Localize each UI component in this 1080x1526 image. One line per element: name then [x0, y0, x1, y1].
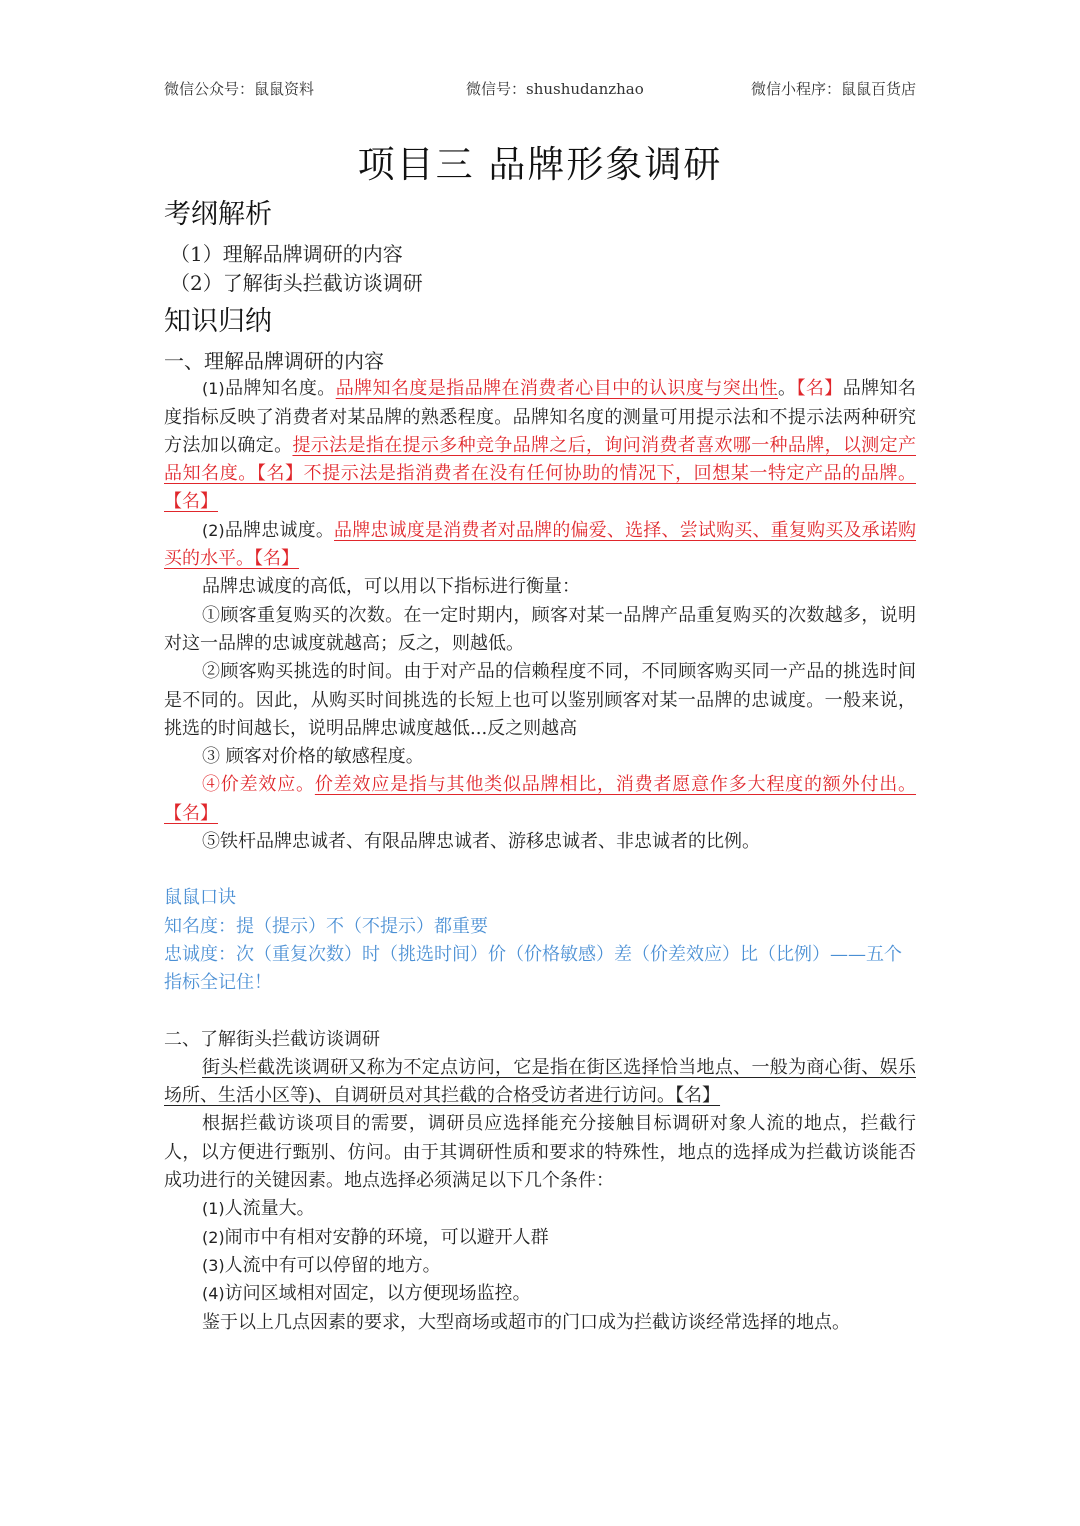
knowledge-heading: 知识归纳 — [164, 306, 272, 337]
condition-text: 访问区域相对固定，以方便现场监控。 — [224, 1283, 531, 1305]
condition-item — [164, 1252, 916, 1280]
condition-item — [164, 1280, 916, 1308]
condition-text: 闹市中有相对安静的环境，可以避开人群 — [224, 1226, 549, 1248]
item-number: (1) — [202, 379, 225, 399]
exam-item: （1）理解品牌调研的内容 — [170, 242, 403, 266]
loyalty-intro: 品牌忠诚度的高低，可以用以下指标进行衡量： — [202, 576, 580, 598]
paragraph-brand-loyalty — [164, 517, 916, 574]
definition-underline: 街头栏截洗谈调研又称为不定点访问，它是指在街区选择恰当地点、一般为商心街、娱乐场所、生活小区等)、自调研员对其拦截的合格受访者进行访问。【名】 — [164, 1056, 916, 1107]
exam-heading: 考纲解析 — [164, 199, 272, 230]
document-body — [164, 196, 916, 1337]
definition-highlight: 提示法是指在提示多种竞争品牌之后，询问消费者喜欢哪一种品牌，以测定产品知名度。【名】不提示法是指消费者在没有任何协助的情况下，回想某一特定产品的品牌。【名】 — [164, 434, 916, 513]
mnemonic-line: 忠诚度：次（重复次数）时（挑选时间）价（价格敏感）差（价差效应）比（比例）——五个指标全记住！ — [164, 943, 902, 994]
street-conclusion: 鉴于以上几点因素的要求，大型商场或超市的门口成为拦截访谈经常选择的地点。 — [202, 1311, 850, 1333]
loyalty-indicator-4 — [164, 771, 916, 828]
loyalty-indicator-2: ②顾客购买挑选的时间。由于对产品的信赖程度不同，不同顾客购买同一产品的挑选时间是不同的。因此，从购买时间挑选的长短上也可以鉴别顾客对某一品牌的忠诚度。一般来说，挑选的时间越长，说明品牌忠诚度越低...反之则越高 — [164, 661, 916, 739]
definition-highlight: 品牌知名度是指品牌在消费者心目中的认识度与突出性 — [335, 378, 778, 400]
header-mini-program: 微信小程序：鼠鼠百货店 — [750, 80, 916, 98]
item-number: (3) — [202, 1255, 225, 1275]
loyalty-indicator-5: ⑤铁杆品牌忠诚者、有限品牌忠诚者、游移忠诚者、非忠诚者的比例。 — [202, 831, 760, 853]
definition-highlight: 品牌忠诚度是消费者对品牌的偏爱、选择、尝试购买、重复购买及承诺购买的水平。【名】 — [164, 519, 917, 570]
item-label: 品牌忠诚度。 — [224, 519, 335, 541]
condition-text: 人流量大。 — [224, 1198, 315, 1220]
punctuation: 。 — [778, 378, 797, 400]
item-number: (4) — [202, 1284, 225, 1304]
definition-highlight: 价差效应是指与其他类似品牌相比，消费者愿意作多大程度的额外付出。【名】 — [164, 774, 917, 824]
item-label: 品牌知名度。 — [224, 378, 336, 400]
item-number: (2) — [202, 520, 225, 540]
key-tag: 【名】 — [796, 378, 843, 400]
street-definition — [164, 1054, 916, 1111]
condition-item — [164, 1195, 916, 1223]
exam-item: （2）了解街头拦截访谈调研 — [170, 270, 423, 295]
condition-text: 人流中有可以停留的地方。 — [224, 1254, 441, 1276]
section-two-heading: 二、了解街头拦截访谈调研 — [164, 1028, 380, 1050]
indicator-label: ④价差效应。 — [202, 774, 315, 796]
section-one-heading: 一、理解品牌调研的内容 — [164, 349, 384, 373]
page-title: 项目三 品牌形象调研 — [357, 143, 723, 186]
item-number: (1) — [202, 1199, 225, 1219]
mnemonic-line: 知名度：提（提示）不（不提示）都重要 — [164, 915, 488, 937]
header-wechat-account: 微信公众号：鼠鼠资料 — [164, 80, 315, 98]
paragraph-text: 品牌知名度指标反映了消费者对某品牌的熟悉程度。品牌知名度的测量可用提示法和不提示法两种研究方法加以确定。 — [164, 378, 917, 456]
item-number: (2) — [202, 1227, 225, 1247]
condition-item — [164, 1224, 916, 1252]
paragraph-brand-awareness — [164, 375, 916, 516]
loyalty-indicator-1: ①顾客重复购买的次数。在一定时期内，顾客对某一品牌产品重复购买的次数越多，说明对这一品牌的忠诚度就越高；反之，则越低。 — [164, 604, 916, 654]
street-paragraph: 根据拦截访谈项目的需要，调研员应选择能充分接触目标调研对象人流的地点，拦截行人，以方便进行甄别、仿问。由于其调研性质和要求的特殊性，地点的选择成为拦截访谈能否成功进行的关键因素。地点选择必须满足以下几个条件： — [164, 1113, 916, 1192]
page-header — [164, 78, 916, 102]
loyalty-indicator-3: ③ 顾客对价格的敏感程度。 — [202, 746, 424, 768]
header-wechat-id: 微信号：shushudanzhao — [466, 80, 644, 98]
mnemonic-title: 鼠鼠口诀 — [164, 887, 236, 909]
